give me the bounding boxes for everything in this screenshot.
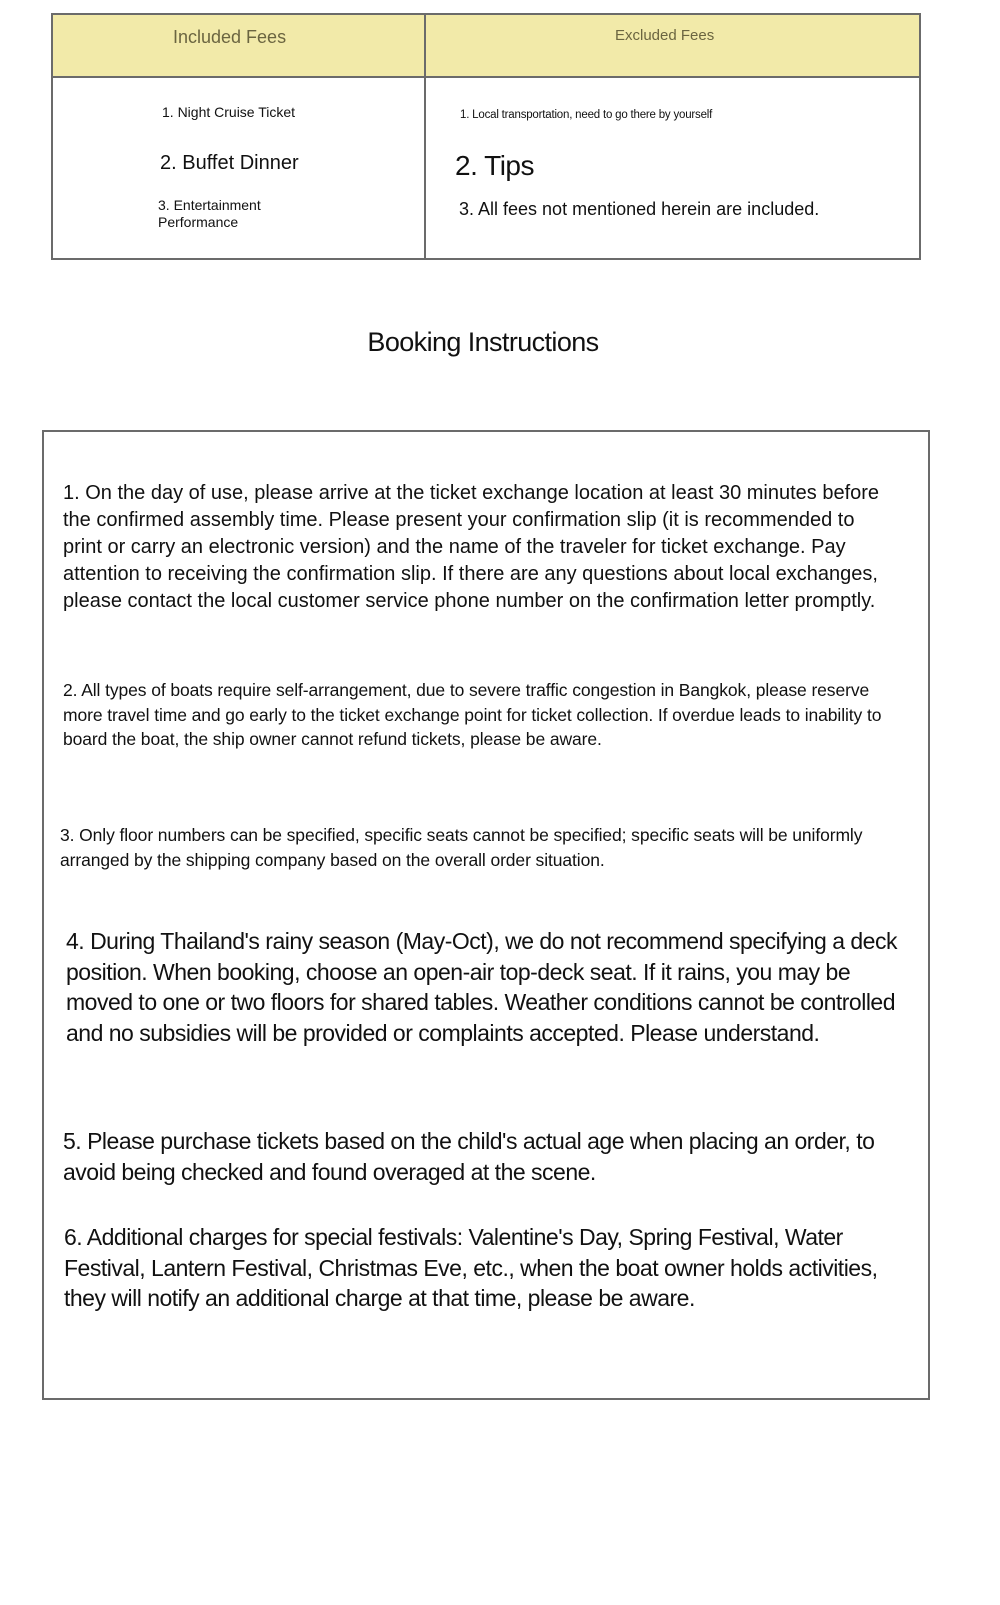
instruction-item: 3. Only floor numbers can be specified, specific seats cannot be specified; specific seats will be uniformly arranged by the shipping company based on the overall order situation.: [60, 825, 863, 870]
instruction-item: 4. During Thailand's rainy season (May-Oct), we do not recommend specifying a deck position. When booking, choose an open-air top-deck seat. If it rains, you may be moved to one or two floors for shared tables. Weather conditions cannot be controlled and no subsidies will be provided or complaints accepted. Please understand.: [66, 928, 897, 1046]
instruction-item: 2. All types of boats require self-arrangement, due to severe traffic congestion in Bangkok, please reserve more travel time and go early to the ticket exchange point for ticket collection. If overdue leads to inability to board the boat, the ship owner cannot refund tickets, please be aware.: [63, 680, 882, 749]
included-fee-item: 3. Entertainment Performance: [158, 197, 261, 230]
excluded-fee-item: 1. Local transportation, need to go there by yourself: [460, 109, 713, 121]
instruction-item: 1. On the day of use, please arrive at the ticket exchange location at least 30 minutes before the confirmed assembly time. Please present your confirmation slip (it is recommended to print or carry an electronic version) and the name of the traveler for ticket exchange. Pay attention to receiving the confirmation slip. If there are any questions about local exchanges, please contact the local customer service phone number on the confirmation letter promptly.: [63, 482, 880, 612]
column-divider: [424, 15, 426, 258]
booking-instructions-title: Booking Instructions: [367, 327, 599, 357]
excluded-fees-header: Excluded Fees: [615, 27, 715, 44]
excluded-fee-item: 2. Tips: [455, 150, 534, 181]
included-fees-header: Included Fees: [173, 27, 287, 47]
included-fee-item: 2. Buffet Dinner: [160, 152, 299, 174]
excluded-fee-item: 3. All fees not mentioned herein are included.: [459, 199, 820, 219]
booking-instructions-box: [42, 430, 930, 1400]
included-fee-item: 1. Night Cruise Ticket: [162, 104, 296, 120]
fees-table: [51, 13, 921, 260]
instruction-item: 6. Additional charges for special festivals: Valentine's Day, Spring Festival, Water Festival, Lantern Festival, Christmas Eve, etc., when the boat owner holds activities, they will notify an additional charge at that time, please be aware.: [64, 1224, 878, 1311]
instruction-item: 5. Please purchase tickets based on the child's actual age when placing an order, to avoid being checked and found overaged at the scene.: [63, 1128, 875, 1185]
